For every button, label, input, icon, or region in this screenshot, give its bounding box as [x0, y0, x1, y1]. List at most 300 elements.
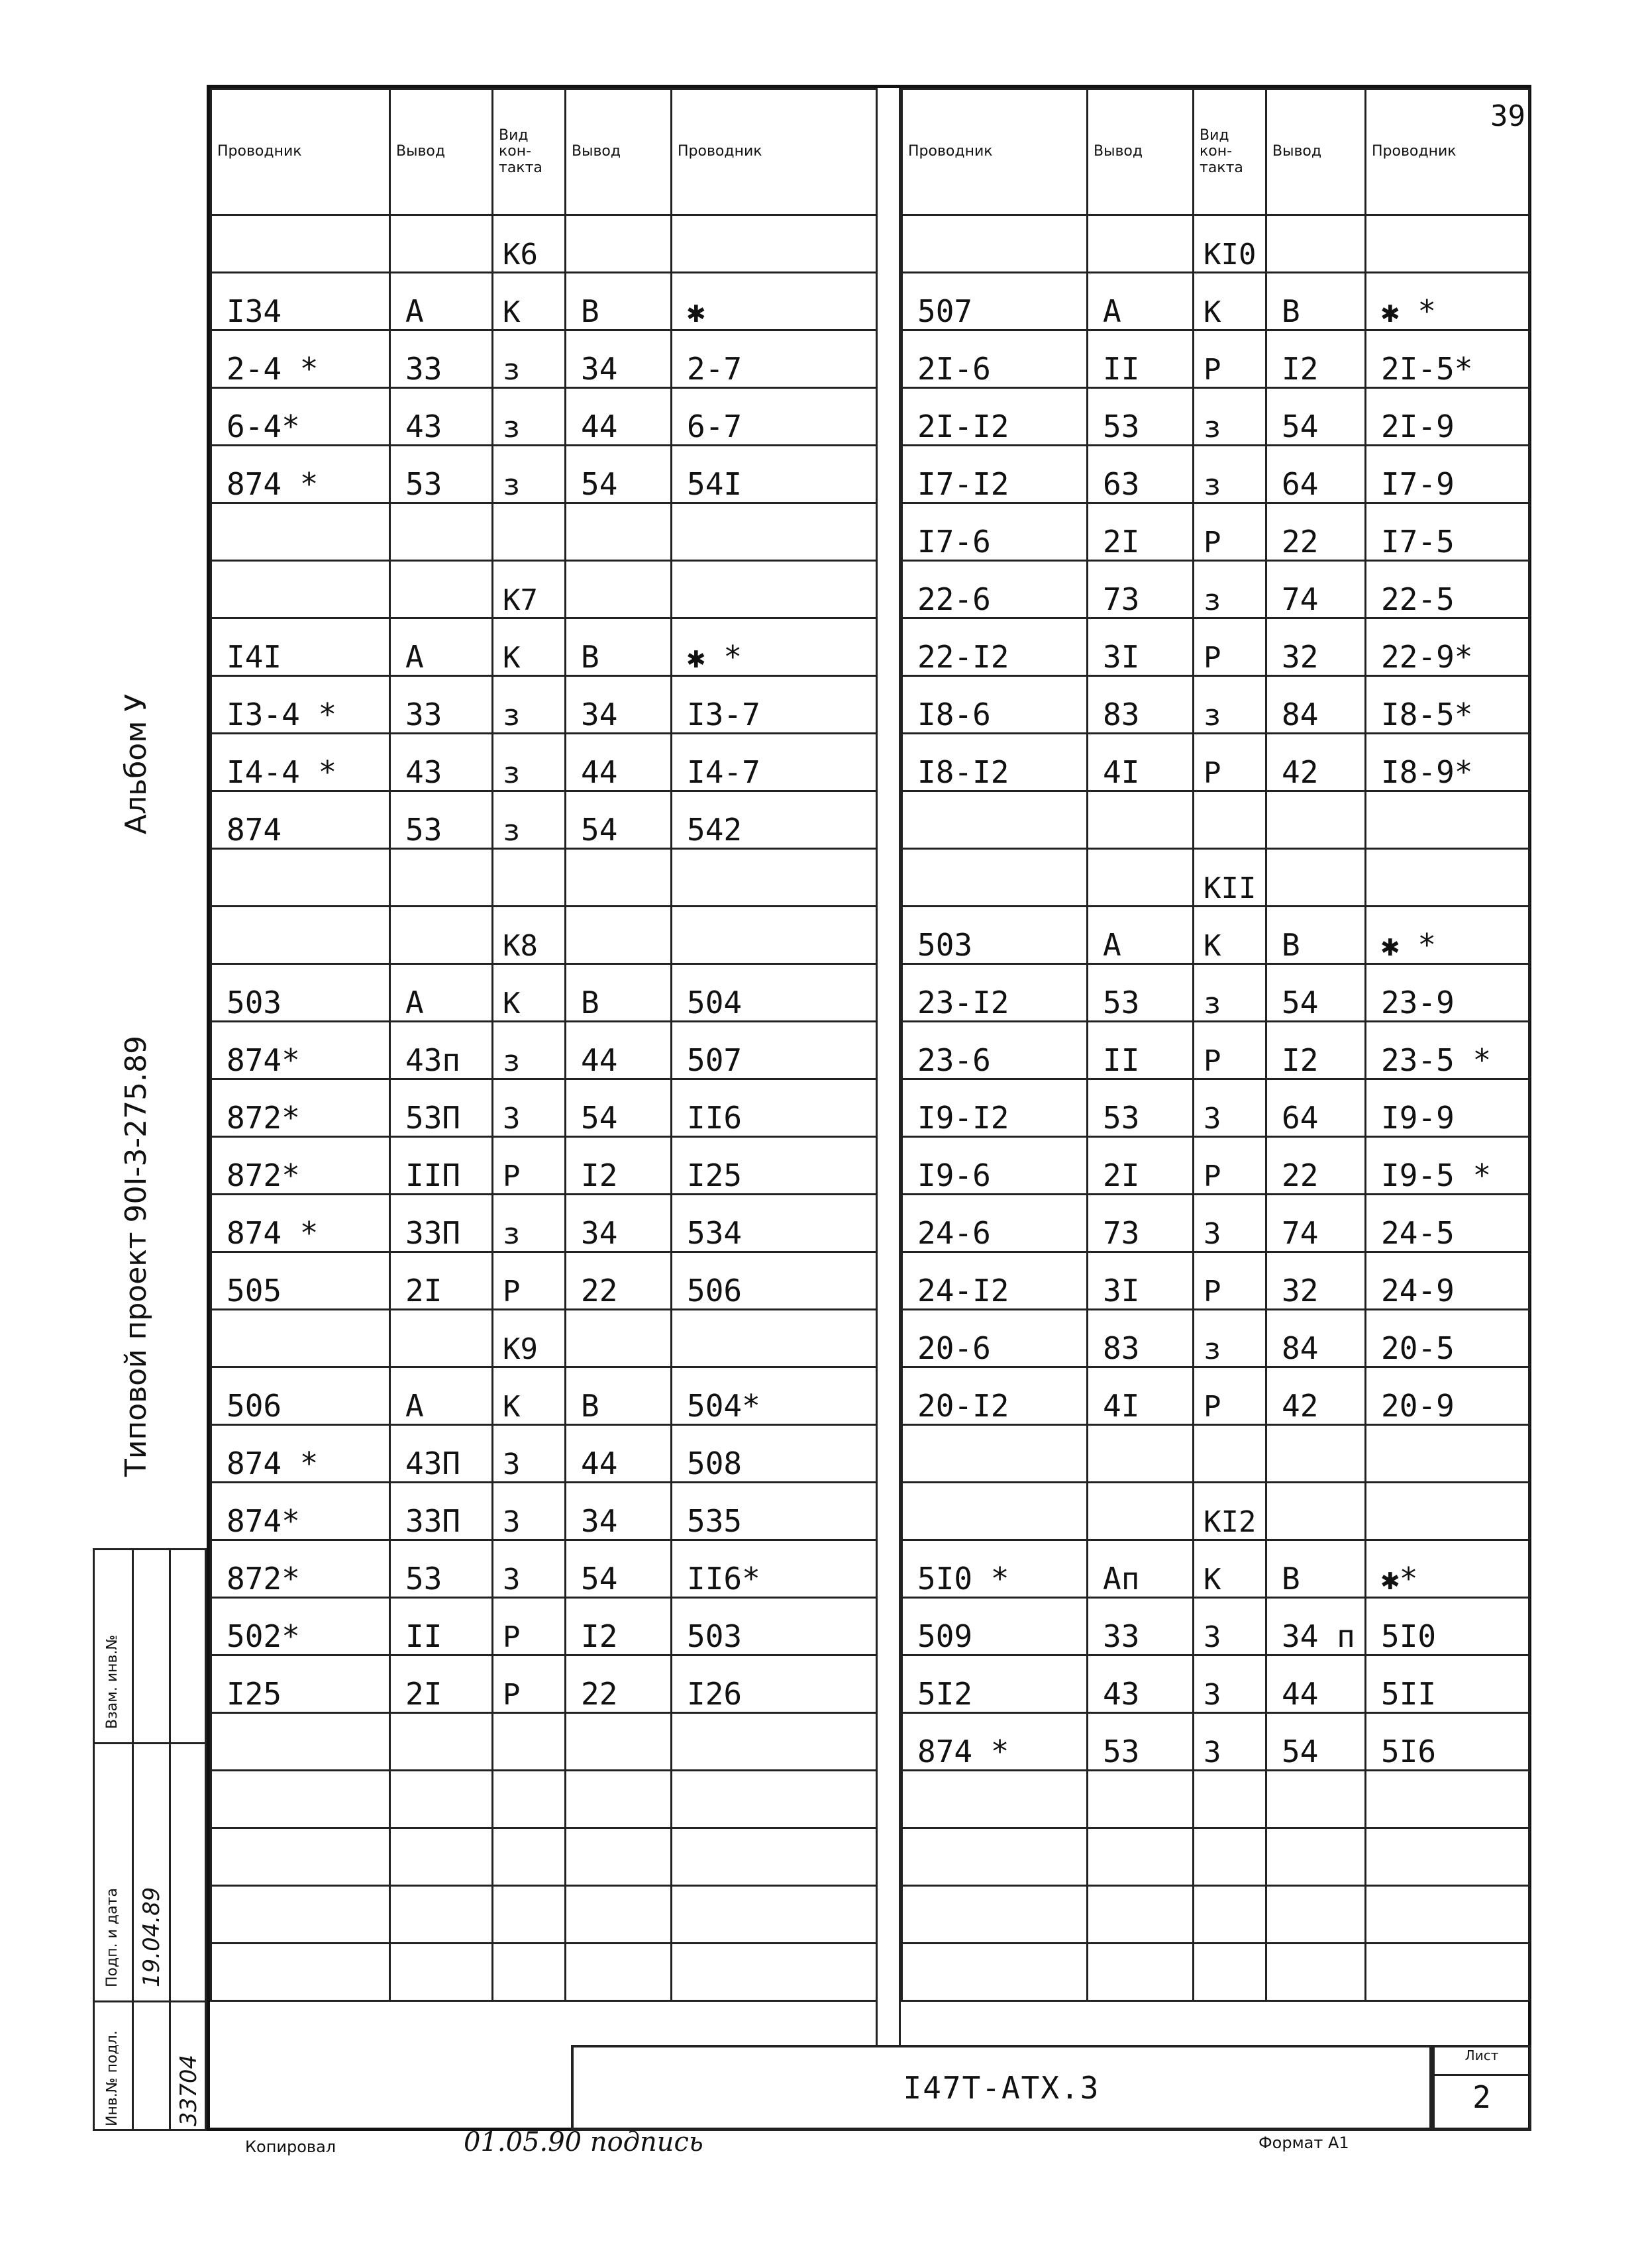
table-row: [902, 1483, 1529, 1540]
table-cell: 73: [1088, 561, 1194, 618]
stamp-label-replaced: Взам. инв.№: [104, 1634, 121, 1729]
table-cell: 22-5: [1366, 561, 1529, 618]
table-cell: 874 *: [211, 1195, 390, 1252]
table-cell: [1266, 1771, 1366, 1828]
table-cell: [566, 1944, 672, 2001]
table-cell: [566, 1713, 672, 1771]
table-cell: В: [566, 618, 672, 676]
table-cell: 33: [390, 676, 493, 734]
table-cell: з: [1194, 1310, 1266, 1367]
table-row: [902, 964, 1529, 1022]
table-cell: 34: [566, 1483, 672, 1540]
table-cell: 42: [1266, 734, 1366, 791]
table-cell: з: [493, 734, 566, 791]
table-row: [211, 1828, 877, 1886]
table-cell: З: [1194, 1713, 1266, 1771]
table-cell: [1088, 1425, 1194, 1483]
table-cell: 2I-6: [902, 330, 1088, 388]
table-cell: К7: [493, 561, 566, 618]
table-cell: IIП: [390, 1137, 493, 1195]
table-cell: К: [493, 273, 566, 330]
table-cell: 44: [566, 1022, 672, 1079]
table-cell: 44: [566, 734, 672, 791]
table-cell: 54: [1266, 388, 1366, 446]
table-row: [211, 1713, 877, 1771]
table-cell: 54: [566, 791, 672, 849]
table-cell: [902, 791, 1088, 849]
table-cell: 42: [1266, 1367, 1366, 1425]
table-cell: 506: [672, 1252, 877, 1310]
table-cell: 84: [1266, 1310, 1366, 1367]
table-cell: [1266, 215, 1366, 273]
table-row: [211, 1540, 877, 1598]
table-cell: 534: [672, 1195, 877, 1252]
table-cell: [211, 1944, 390, 2001]
table-cell: I8-9*: [1366, 734, 1529, 791]
stamp-value-date: 19.04.89: [138, 1887, 165, 1987]
table-cell: [390, 1310, 493, 1367]
table-row: [902, 1137, 1529, 1195]
table-cell: I2: [566, 1137, 672, 1195]
table-cell: 542: [672, 791, 877, 849]
table-cell: 43: [1088, 1655, 1194, 1713]
table-row: [211, 1598, 877, 1655]
table-cell: [1366, 1944, 1529, 2001]
column-header: Вывод: [1266, 89, 1366, 215]
table-cell: I7-6: [902, 503, 1088, 561]
table-row: [902, 1310, 1529, 1367]
table-cell: [1366, 215, 1529, 273]
table-cell: I9-6: [902, 1137, 1088, 1195]
table-cell: [1088, 791, 1194, 849]
table-cell: 53: [390, 1540, 493, 1598]
table-cell: 5I6: [1366, 1713, 1529, 1771]
table-cell: [1266, 1828, 1366, 1886]
table-cell: II: [390, 1598, 493, 1655]
table-row: [211, 273, 877, 330]
table-cell: I2: [1266, 330, 1366, 388]
table-cell: 74: [1266, 1195, 1366, 1252]
table-cell: I7-I2: [902, 446, 1088, 503]
table-cell: [211, 215, 390, 273]
table-cell: Р: [1194, 618, 1266, 676]
table-row: [902, 849, 1529, 907]
format-label: Формат А1: [1258, 2134, 1349, 2152]
table-cell: з: [493, 388, 566, 446]
right-wiring-table: [901, 88, 1530, 2002]
table-cell: [1266, 1483, 1366, 1540]
table-cell: 505: [211, 1252, 390, 1310]
table-cell: [493, 1886, 566, 1944]
table-cell: [566, 849, 672, 907]
stamp-strip: [93, 1548, 207, 2131]
table-cell: [1194, 791, 1266, 849]
table-row: [902, 907, 1529, 964]
table-cell: Р: [1194, 1252, 1266, 1310]
table-cell: [566, 1828, 672, 1886]
table-cell: [211, 1310, 390, 1367]
table-cell: [1194, 1944, 1266, 2001]
table-cell: [211, 1886, 390, 1944]
table-cell: Р: [1194, 330, 1266, 388]
table-cell: [672, 907, 877, 964]
table-cell: [672, 849, 877, 907]
table-cell: з: [493, 330, 566, 388]
table-cell: [1366, 1828, 1529, 1886]
table-cell: 6-4*: [211, 388, 390, 446]
document-code: I47Т-АТХ.3: [571, 2045, 1432, 2131]
table-cell: 24-9: [1366, 1252, 1529, 1310]
table-row: [902, 561, 1529, 618]
table-cell: [566, 215, 672, 273]
table-cell: 84: [1266, 676, 1366, 734]
table-cell: Ап: [1088, 1540, 1194, 1598]
table-cell: 34: [566, 330, 672, 388]
table-row: [902, 1598, 1529, 1655]
table-cell: [1194, 1828, 1266, 1886]
table-cell: 44: [1266, 1655, 1366, 1713]
stamp-label-signature: Подп. и дата: [104, 1888, 121, 1987]
column-header: Вид кон-такта: [493, 89, 566, 215]
table-cell: [390, 561, 493, 618]
table-cell: 503: [211, 964, 390, 1022]
table-cell: 34: [566, 676, 672, 734]
table-cell: Р: [493, 1598, 566, 1655]
table-row: [211, 561, 877, 618]
table-cell: II6: [672, 1079, 877, 1137]
table-row: [211, 618, 877, 676]
table-row: [902, 1771, 1529, 1828]
table-cell: А: [390, 964, 493, 1022]
table-cell: 73: [1088, 1195, 1194, 1252]
table-cell: 504*: [672, 1367, 877, 1425]
table-cell: [672, 1713, 877, 1771]
table-cell: К: [493, 964, 566, 1022]
table-cell: 504: [672, 964, 877, 1022]
table-cell: I4-4 *: [211, 734, 390, 791]
table-cell: 43п: [390, 1022, 493, 1079]
table-cell: [1088, 215, 1194, 273]
table-cell: 5I0: [1366, 1598, 1529, 1655]
table-cell: з: [1194, 561, 1266, 618]
table-cell: 54: [566, 1079, 672, 1137]
table-cell: з: [1194, 446, 1266, 503]
table-row: [902, 503, 1529, 561]
table-cell: 872*: [211, 1540, 390, 1598]
table-cell: I8-6: [902, 676, 1088, 734]
table-cell: [1088, 1886, 1194, 1944]
table-cell: ✱: [672, 273, 877, 330]
sheet-box: [1432, 2045, 1531, 2131]
table-row: [211, 1252, 877, 1310]
table-cell: КI0: [1194, 215, 1266, 273]
column-header: Вывод: [390, 89, 493, 215]
table-row: [211, 1137, 877, 1195]
table-cell: В: [1266, 1540, 1366, 1598]
table-cell: В: [566, 1367, 672, 1425]
table-cell: 54: [566, 446, 672, 503]
table-cell: 54: [1266, 964, 1366, 1022]
table-cell: [672, 1310, 877, 1367]
table-cell: I4-7: [672, 734, 877, 791]
table-cell: 22-6: [902, 561, 1088, 618]
table-cell: 6-7: [672, 388, 877, 446]
table-cell: 2I-5*: [1366, 330, 1529, 388]
table-cell: [672, 1886, 877, 1944]
table-cell: З: [1194, 1079, 1266, 1137]
table-cell: 54: [566, 1540, 672, 1598]
table-cell: I8-I2: [902, 734, 1088, 791]
table-cell: [211, 1713, 390, 1771]
table-cell: КII: [1194, 849, 1266, 907]
table-row: [211, 1944, 877, 2001]
table-cell: 74: [1266, 561, 1366, 618]
stamp-value-inventory: 33704: [176, 2054, 202, 2126]
table-cell: 44: [566, 1425, 672, 1483]
table-cell: 507: [672, 1022, 877, 1079]
table-cell: 33П: [390, 1483, 493, 1540]
table-cell: 5I2: [902, 1655, 1088, 1713]
table-cell: [211, 1771, 390, 1828]
column-header: Вид кон-такта: [1194, 89, 1266, 215]
table-row: [211, 215, 877, 273]
table-cell: [1088, 1944, 1194, 2001]
table-cell: 874*: [211, 1022, 390, 1079]
table-cell: ✱ *: [1366, 273, 1529, 330]
table-cell: 22-I2: [902, 618, 1088, 676]
table-cell: II: [1088, 330, 1194, 388]
column-header: Проводник: [1366, 89, 1529, 215]
table-cell: 63: [1088, 446, 1194, 503]
column-header: Проводник: [211, 89, 390, 215]
table-row: [902, 1195, 1529, 1252]
table-row: [211, 1886, 877, 1944]
table-cell: 874*: [211, 1483, 390, 1540]
table-cell: 53: [1088, 1713, 1194, 1771]
table-row: [902, 1252, 1529, 1310]
table-cell: [902, 1425, 1088, 1483]
table-cell: 24-5: [1366, 1195, 1529, 1252]
table-cell: 502*: [211, 1598, 390, 1655]
table-cell: [1366, 1886, 1529, 1944]
table-cell: [672, 503, 877, 561]
table-cell: I3-7: [672, 676, 877, 734]
table-cell: 874 *: [211, 446, 390, 503]
table-row: [211, 907, 877, 964]
table-cell: 33: [1088, 1598, 1194, 1655]
table-cell: 2I: [390, 1655, 493, 1713]
table-row: [902, 1944, 1529, 2001]
table-row: [211, 388, 877, 446]
table-cell: [902, 1886, 1088, 1944]
table-row: [902, 1828, 1529, 1886]
table-cell: з: [493, 1022, 566, 1079]
table-cell: 5II: [1366, 1655, 1529, 1713]
table-cell: Р: [493, 1137, 566, 1195]
table-cell: В: [1266, 273, 1366, 330]
table-cell: 22: [1266, 503, 1366, 561]
table-cell: 2I-9: [1366, 388, 1529, 446]
table-cell: К9: [493, 1310, 566, 1367]
table-cell: 24-6: [902, 1195, 1088, 1252]
copied-label: Копировал: [245, 2138, 336, 2156]
table-row: [902, 1367, 1529, 1425]
table-cell: [493, 1771, 566, 1828]
sheet-label: Лист: [1435, 2047, 1529, 2076]
table-cell: [211, 561, 390, 618]
stamp-label-inventory: Инв.№ подл.: [104, 2030, 121, 2126]
table-cell: з: [1194, 388, 1266, 446]
table-row: [211, 791, 877, 849]
table-cell: К: [1194, 907, 1266, 964]
table-cell: А: [390, 618, 493, 676]
table-cell: 83: [1088, 676, 1194, 734]
table-row: [902, 1655, 1529, 1713]
table-row: [902, 388, 1529, 446]
table-cell: [493, 503, 566, 561]
table-divider: [876, 88, 901, 2045]
table-row: [211, 446, 877, 503]
table-cell: [902, 1944, 1088, 2001]
table-cell: з: [493, 446, 566, 503]
table-cell: Р: [1194, 503, 1266, 561]
table-cell: 53П: [390, 1079, 493, 1137]
table-cell: К8: [493, 907, 566, 964]
table-cell: А: [1088, 273, 1194, 330]
table-cell: 54I: [672, 446, 877, 503]
table-row: [902, 330, 1529, 388]
table-cell: 64: [1266, 446, 1366, 503]
table-cell: [1088, 1483, 1194, 1540]
table-cell: [902, 849, 1088, 907]
column-header: Вывод: [566, 89, 672, 215]
table-cell: 22: [1266, 1137, 1366, 1195]
table-cell: I25: [211, 1655, 390, 1713]
table-cell: [1366, 1771, 1529, 1828]
table-row: [902, 734, 1529, 791]
table-cell: [672, 1828, 877, 1886]
table-cell: 23-5 *: [1366, 1022, 1529, 1079]
table-cell: 43П: [390, 1425, 493, 1483]
table-cell: К6: [493, 215, 566, 273]
project-label: Типовой проект 90I-3-275.89: [119, 1035, 153, 1477]
table-cell: I8-5*: [1366, 676, 1529, 734]
table-cell: КI2: [1194, 1483, 1266, 1540]
table-cell: А: [390, 273, 493, 330]
table-row: [211, 734, 877, 791]
table-cell: Р: [1194, 734, 1266, 791]
table-cell: 33П: [390, 1195, 493, 1252]
table-cell: I25: [672, 1137, 877, 1195]
table-cell: З: [1194, 1598, 1266, 1655]
table-cell: II: [1088, 1022, 1194, 1079]
table-cell: [566, 1771, 672, 1828]
table-cell: 34: [566, 1195, 672, 1252]
table-cell: [1366, 1425, 1529, 1483]
table-cell: 22: [566, 1252, 672, 1310]
table-cell: 34 п: [1266, 1598, 1366, 1655]
album-label: Альбом У: [119, 693, 153, 834]
table-cell: [902, 215, 1088, 273]
table-cell: I4I: [211, 618, 390, 676]
table-cell: [1266, 849, 1366, 907]
table-cell: 53: [390, 446, 493, 503]
table-cell: [1088, 1771, 1194, 1828]
table-cell: [672, 1944, 877, 2001]
table-cell: 23-I2: [902, 964, 1088, 1022]
table-cell: I9-I2: [902, 1079, 1088, 1137]
table-cell: I3-4 *: [211, 676, 390, 734]
table-cell: [211, 849, 390, 907]
table-cell: [672, 561, 877, 618]
table-cell: 2I: [1088, 1137, 1194, 1195]
table-cell: ✱ *: [672, 618, 877, 676]
table-cell: [1088, 1828, 1194, 1886]
table-cell: Р: [1194, 1137, 1266, 1195]
table-row: [211, 1310, 877, 1367]
table-cell: I2: [566, 1598, 672, 1655]
table-cell: з: [1194, 676, 1266, 734]
table-cell: К: [493, 618, 566, 676]
table-row: [211, 330, 877, 388]
table-cell: 874 *: [211, 1425, 390, 1483]
table-row: [211, 849, 877, 907]
table-cell: З: [493, 1425, 566, 1483]
sheet-number: 2: [1472, 2079, 1491, 2115]
table-cell: 53: [1088, 388, 1194, 446]
table-cell: [1194, 1886, 1266, 1944]
table-cell: II6*: [672, 1540, 877, 1598]
table-cell: [902, 1771, 1088, 1828]
table-cell: З: [493, 1483, 566, 1540]
table-row: [211, 1079, 877, 1137]
table-cell: [902, 1483, 1088, 1540]
table-cell: [1194, 1771, 1266, 1828]
table-cell: А: [390, 1367, 493, 1425]
table-cell: [1266, 791, 1366, 849]
table-row: [211, 1655, 877, 1713]
table-cell: В: [566, 964, 672, 1022]
table-cell: 83: [1088, 1310, 1194, 1367]
table-cell: з: [493, 676, 566, 734]
table-cell: I7-5: [1366, 503, 1529, 561]
table-cell: 23-6: [902, 1022, 1088, 1079]
table-cell: 508: [672, 1425, 877, 1483]
table-row: [902, 273, 1529, 330]
table-cell: [390, 849, 493, 907]
table-cell: 874 *: [902, 1713, 1088, 1771]
copied-value: 01.05.90 подпись: [464, 2127, 703, 2157]
table-row: [211, 964, 877, 1022]
table-cell: Р: [493, 1655, 566, 1713]
table-cell: 874: [211, 791, 390, 849]
table-cell: [902, 1828, 1088, 1886]
table-cell: 43: [390, 388, 493, 446]
table-cell: 43: [390, 734, 493, 791]
table-cell: 5I0 *: [902, 1540, 1088, 1598]
table-cell: [566, 503, 672, 561]
table-cell: 32: [1266, 618, 1366, 676]
table-cell: I7-9: [1366, 446, 1529, 503]
table-cell: [672, 1771, 877, 1828]
table-cell: 32: [1266, 1252, 1366, 1310]
table-row: [211, 1483, 877, 1540]
table-cell: [390, 1828, 493, 1886]
table-cell: [493, 1944, 566, 2001]
table-cell: 3I: [1088, 1252, 1194, 1310]
table-cell: К: [1194, 273, 1266, 330]
table-cell: [390, 907, 493, 964]
